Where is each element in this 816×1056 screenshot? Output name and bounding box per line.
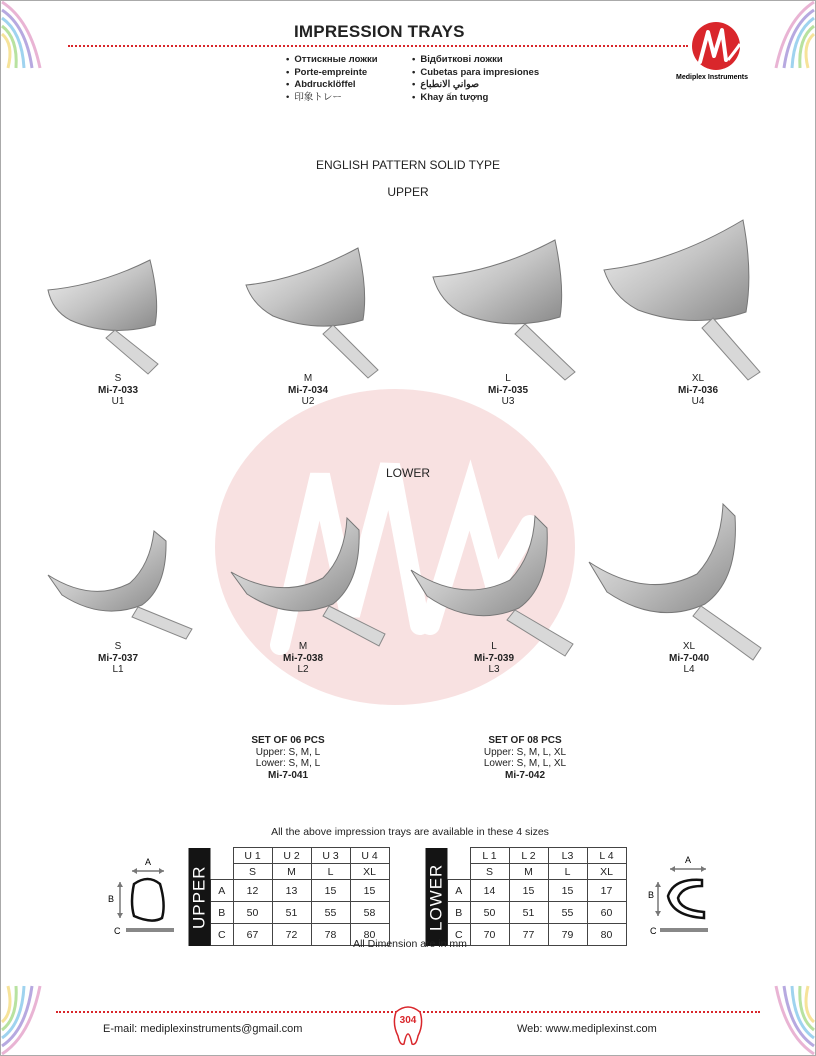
table-cell: 15 [311, 880, 350, 902]
product-ref: L3 [488, 664, 500, 675]
language-item: • Porte-empreinte [286, 67, 411, 80]
set-title: SET OF 06 PCS [251, 735, 325, 746]
set-lower: Lower: S, M, L [255, 758, 321, 769]
table-cell: 51 [272, 902, 311, 924]
table-size-cell: S [470, 864, 509, 880]
table-cell: 14 [470, 880, 509, 902]
table-header-cell: U 4 [350, 848, 389, 864]
upper-dimension-table [188, 847, 390, 946]
language-list-left [286, 54, 411, 104]
dimension-label-a: A [684, 855, 692, 865]
rainbow-corner-top-right [736, 0, 816, 70]
table-cell: 80 [350, 924, 389, 946]
dimension-label-c: C [650, 926, 657, 936]
table-cell: 60 [587, 902, 626, 924]
size-label: XL [691, 373, 705, 384]
header-divider [68, 45, 688, 47]
table-cell: 50 [470, 902, 509, 924]
set-code: Mi-7-041 [267, 769, 308, 781]
size-label: XL [682, 641, 696, 652]
table-size-cell: L [311, 864, 350, 880]
table-size-cell: S [233, 864, 272, 880]
table-header-cell: U 3 [311, 848, 350, 864]
size-label: S [114, 373, 122, 384]
lower-tray-l-image [405, 510, 585, 660]
set-06-info [203, 735, 373, 781]
lower-item-caption [58, 641, 178, 676]
table-cell: 79 [548, 924, 587, 946]
product-code: Mi-7-033 [97, 384, 138, 396]
product-ref: U2 [301, 396, 315, 407]
upper-tray-m-image [238, 230, 398, 380]
page-number: 304 [399, 1015, 417, 1026]
product-code: Mi-7-040 [668, 652, 709, 664]
lower-table-label: LOWER [425, 848, 448, 946]
upper-item-caption [638, 373, 758, 408]
table-cell: 55 [548, 902, 587, 924]
table-cell: 67 [233, 924, 272, 946]
lower-item-caption [243, 641, 363, 676]
table-cell: 15 [350, 880, 389, 902]
set-code: Mi-7-042 [504, 769, 545, 781]
dimension-label-c: C [114, 926, 121, 936]
dimension-label-a: A [144, 857, 152, 867]
table-size-cell: XL [587, 864, 626, 880]
product-ref: L4 [683, 664, 695, 675]
table-header-cell: U 1 [233, 848, 272, 864]
size-label: L [505, 373, 511, 384]
product-ref: U1 [111, 396, 125, 407]
product-code: Mi-7-038 [282, 652, 323, 664]
language-item: • Khay ấn tượng [412, 92, 572, 105]
table-size-cell: M [509, 864, 548, 880]
set-08-info [440, 735, 610, 781]
footer-website[interactable]: Web: www.mediplexinst.com [517, 1023, 657, 1035]
table-header-cell: L 1 [470, 848, 509, 864]
language-item: • Оттискные ложки [286, 54, 411, 67]
product-ref: L1 [112, 664, 124, 675]
product-code: Mi-7-035 [487, 384, 528, 396]
lower-tray-dimension-diagram [644, 850, 724, 936]
upper-item-caption [248, 373, 368, 408]
product-code: Mi-7-037 [97, 652, 138, 664]
rainbow-corner-bottom-right [736, 982, 816, 1056]
table-size-cell: L [548, 864, 587, 880]
table-cell: 15 [509, 880, 548, 902]
pattern-title: ENGLISH PATTERN SOLID TYPE [315, 158, 501, 172]
table-header-cell: U 2 [272, 848, 311, 864]
size-label: M [303, 373, 313, 384]
size-label: L [491, 641, 497, 652]
table-row-key: A [448, 880, 471, 902]
product-code: Mi-7-039 [473, 652, 514, 664]
language-item: • Cubetas para impresiones [412, 67, 572, 80]
lower-item-caption [434, 641, 554, 676]
rainbow-corner-top-left [0, 0, 80, 70]
size-label: S [114, 641, 122, 652]
table-cell: 55 [311, 902, 350, 924]
table-cell: 77 [509, 924, 548, 946]
tooth-page-badge-icon [390, 1004, 426, 1048]
table-row-key: C [211, 924, 234, 946]
language-item: • 印象トレー [286, 92, 411, 105]
language-item: • Abdrucklöffel [286, 79, 411, 92]
language-item: • Відбиткові ложки [412, 54, 572, 67]
product-code: Mi-7-036 [677, 384, 718, 396]
table-cell: 78 [311, 924, 350, 946]
table-cell: 80 [587, 924, 626, 946]
set-upper: Upper: S, M, L, XL [483, 746, 567, 758]
brand-logo-icon [688, 20, 746, 72]
lower-dimension-table [425, 847, 627, 946]
table-cell: 12 [233, 880, 272, 902]
rainbow-corner-bottom-left [0, 982, 80, 1056]
table-header-cell: L 2 [509, 848, 548, 864]
table-cell: 72 [272, 924, 311, 946]
table-size-cell: M [272, 864, 311, 880]
lower-item-caption [629, 641, 749, 676]
upper-label: UPPER [387, 185, 429, 199]
product-ref: U4 [691, 396, 705, 407]
size-label: M [298, 641, 308, 652]
upper-tray-s-image [40, 240, 200, 380]
table-row-key: A [211, 880, 234, 902]
upper-tray-dimension-diagram [104, 854, 176, 936]
footer-email: E-mail: mediplexinstruments@gmail.com [103, 1023, 303, 1035]
table-cell: 13 [272, 880, 311, 902]
set-upper: Upper: S, M, L [255, 746, 321, 758]
lower-tray-m-image [225, 512, 400, 650]
set-lower: Lower: S, M, L, XL [483, 758, 567, 769]
language-item: • صواني الانطباع [412, 79, 572, 92]
table-cell: 15 [548, 880, 587, 902]
table-header-cell: L 4 [587, 848, 626, 864]
language-list-right [412, 54, 572, 104]
table-cell: 51 [509, 902, 548, 924]
table-size-cell: XL [350, 864, 389, 880]
brand-name: Mediplex Instruments [676, 74, 748, 81]
upper-tray-l-image [425, 222, 600, 382]
upper-item-caption [448, 373, 568, 408]
set-title: SET OF 08 PCS [488, 735, 562, 746]
table-cell: 50 [233, 902, 272, 924]
table-row-key: B [211, 902, 234, 924]
page-title: IMPRESSION TRAYS [294, 22, 465, 41]
dimension-note: All Dimension are in mm [353, 938, 467, 950]
table-cell: 70 [470, 924, 509, 946]
table-row-key: C [448, 924, 471, 946]
product-ref: L2 [297, 664, 309, 675]
table-cell: 58 [350, 902, 389, 924]
table-header-cell: L3 [548, 848, 587, 864]
dimension-label-b: B [108, 894, 115, 904]
lower-tray-s-image [42, 525, 202, 640]
upper-tray-xl-image [598, 212, 773, 387]
dimension-label-b: B [648, 890, 655, 900]
lower-label: LOWER [385, 466, 430, 480]
product-code: Mi-7-034 [287, 384, 328, 396]
product-ref: U3 [501, 396, 515, 407]
table-cell: 17 [587, 880, 626, 902]
upper-table-label: UPPER [188, 848, 211, 946]
table-row-key: B [448, 902, 471, 924]
sizes-note: All the above impression trays are available in these 4 sizes [271, 826, 549, 838]
upper-item-caption [58, 373, 178, 408]
